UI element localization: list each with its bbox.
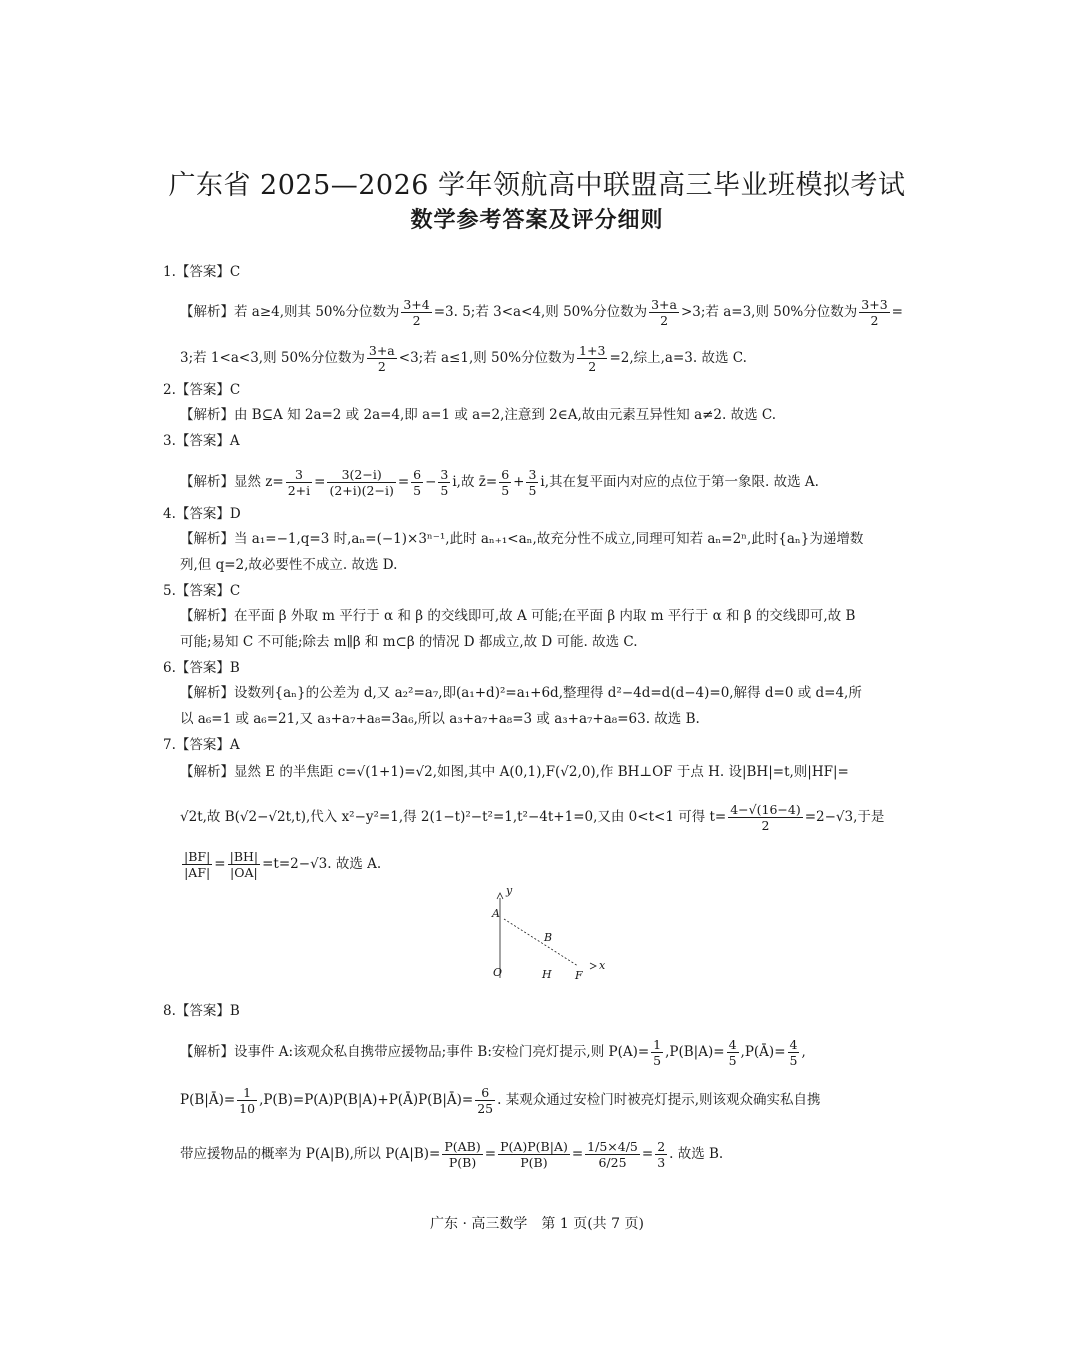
- fraction-denominator: 3: [657, 1155, 666, 1170]
- solution-line: [180, 529, 910, 549]
- fraction-numerator: 1/5×4/5: [587, 1139, 638, 1154]
- solution-text: =3. 5;若 3<a<4,则 50%分位数为: [433, 304, 648, 320]
- solution-text: 【解析】在平面 β 外取 m 平行于 α 和 β 的交线即可,故 A 可能;在平面 β 内取 m 平行于 α 和 β 的交线即可,故 B: [180, 608, 856, 624]
- fraction-numerator: |BF|: [184, 849, 211, 864]
- solution-line: [180, 1037, 910, 1068]
- point-f-label: F: [575, 969, 583, 982]
- solution-text: √2t,故 B(√2−√2t,t),代入 x²−y²=1,得 2(1−t)²−t²=1,t²−4t+1=0,又由 0<t<1 可得 t=: [180, 809, 727, 825]
- question-answer: 3.【答案】A: [163, 433, 240, 449]
- question-answer: 6.【答案】B: [163, 660, 240, 676]
- fraction: [499, 467, 511, 498]
- solution-text: ,P(B)=P(A)P(B|A)+P(Ā)P(B|Ā)=: [259, 1092, 474, 1108]
- question-answer: 4.【答案】D: [163, 506, 241, 522]
- solution-text: ,P(B|A)=: [665, 1044, 725, 1060]
- fraction-numerator: 6: [475, 1085, 495, 1101]
- fraction: [401, 297, 431, 328]
- fraction-denominator: 5: [501, 483, 510, 498]
- solution-line: [180, 683, 910, 703]
- fraction-denominator: 10: [239, 1101, 256, 1116]
- fraction: [577, 343, 607, 374]
- fraction: [411, 467, 423, 498]
- solution-text: 列,但 q=2,故必要性不成立. 故选 D.: [180, 557, 398, 573]
- question-answer: 1.【答案】C: [163, 264, 241, 280]
- page-title: 广东省 2025—2026 学年领航高中联盟高三毕业班模拟考试: [168, 170, 906, 201]
- fraction-numerator: 6: [501, 467, 510, 482]
- solution-text: −: [425, 474, 437, 490]
- fraction-denominator: 2: [412, 313, 421, 328]
- solution-text: ,: [801, 1044, 806, 1060]
- fraction: [237, 1085, 257, 1116]
- fraction-denominator: P(B): [520, 1155, 548, 1170]
- fraction-numerator: 4−√(16−4): [730, 802, 801, 817]
- solution-text: P(B|Ā)=: [180, 1092, 236, 1108]
- solution-text: 【解析】若 a≥4,则其 50%分位数为: [180, 304, 400, 320]
- fraction: [859, 297, 889, 328]
- fraction-denominator: 2: [588, 359, 597, 374]
- fraction: [788, 1037, 800, 1068]
- fraction-numerator: 2: [657, 1139, 666, 1154]
- solution-line: [180, 632, 910, 652]
- point-b-label: B: [544, 931, 553, 944]
- page-subtitle: 数学参考答案及评分细则: [410, 208, 664, 233]
- x-axis-label: x: [599, 959, 606, 972]
- solution-text: i,其在复平面内对应的点位于第一象限. 故选 A.: [540, 474, 819, 490]
- fraction-numerator: 1: [237, 1085, 257, 1101]
- fraction-denominator: 5: [528, 483, 537, 498]
- solution-line: [180, 849, 910, 880]
- solution-text: 可能;易知 C 不可能;除去 m∥β 和 m⊂β 的情况 D 都成立,故 D 可能. 故选 C.: [180, 634, 638, 650]
- fraction-denominator: 2: [761, 818, 770, 833]
- x-axis-arrow: [590, 963, 596, 969]
- fraction-numerator: 3: [440, 467, 449, 482]
- fraction-denominator: 2: [377, 359, 386, 374]
- solution-text: =: [214, 856, 226, 872]
- fraction-denominator: (2+i)(2−i): [329, 483, 394, 498]
- fraction-denominator: 5: [728, 1053, 737, 1068]
- solution-text: =: [641, 1146, 654, 1162]
- solution-text: +: [513, 474, 525, 490]
- solution-text: =: [397, 474, 410, 490]
- solution-text: ,P(Ā)=: [740, 1044, 786, 1060]
- solution-line: [180, 467, 910, 498]
- fraction-denominator: |AF|: [184, 865, 211, 880]
- fraction-denominator: P(B): [448, 1155, 477, 1170]
- fraction: [442, 1139, 482, 1170]
- solution-line: [180, 1085, 910, 1116]
- solution-text: =2,综上,a=3. 故选 C.: [609, 350, 747, 366]
- fraction: [228, 849, 261, 880]
- solution-text: . 故选 B.: [669, 1146, 724, 1162]
- fraction-numerator: 3(2−i): [327, 467, 395, 483]
- fraction-denominator: 5: [413, 483, 422, 498]
- fraction-numerator: 3: [528, 467, 537, 482]
- fraction: [651, 1037, 663, 1068]
- solution-text: 【解析】设事件 A:该观众私自携带应援物品;事件 B:安检门亮灯提示,则 P(A)=: [180, 1044, 650, 1060]
- fraction: [526, 467, 538, 498]
- fraction-denominator: 5: [653, 1053, 662, 1068]
- fraction: [475, 1085, 495, 1116]
- solution-line: [180, 762, 910, 782]
- solution-text: 【解析】显然 E 的半焦距 c=√(1+1)=√2,如图,其中 A(0,1),F(√2,0),作 BH⊥OF 于点 H. 设|BH|=t,则|HF|=: [180, 764, 849, 780]
- fraction-numerator: 4: [789, 1037, 798, 1052]
- solution-line: [180, 709, 910, 729]
- solution-text: =: [484, 1146, 497, 1162]
- solution-text: 以 a₆=1 或 a₆=21,又 a₃+a₇+a₈=3a₆,所以 a₃+a₇+a₈=3 或 a₃+a₇+a₈=63. 故选 B.: [180, 711, 700, 727]
- fraction: [286, 467, 312, 498]
- solution-text: 【解析】当 a₁=−1,q=3 时,aₙ=(−1)×3ⁿ⁻¹,此时 aₙ₊₁<aₙ,故充分性不成立,同理可知若 aₙ=2ⁿ,此时{aₙ}为递增数: [180, 531, 864, 547]
- fraction-numerator: 3+4: [403, 297, 430, 312]
- fraction-numerator: 6: [413, 467, 422, 482]
- fraction-numerator: 1: [653, 1037, 662, 1052]
- fraction: [585, 1139, 640, 1170]
- fraction: [327, 467, 395, 498]
- fraction-denominator: |OA|: [230, 865, 258, 880]
- question-answer: 7.【答案】A: [163, 737, 240, 753]
- fraction-denominator: 6/25: [598, 1155, 627, 1170]
- solution-text: i,故 z̄=: [452, 474, 498, 490]
- fraction-numerator: |BH|: [229, 849, 259, 864]
- solution-line: [180, 297, 910, 328]
- fraction: [367, 343, 397, 374]
- fraction: [498, 1139, 570, 1170]
- solution-text: =: [571, 1146, 584, 1162]
- solution-line: [180, 802, 910, 833]
- fraction-numerator: 3+a: [651, 297, 677, 312]
- fraction-denominator: 25: [477, 1101, 494, 1116]
- fraction: [728, 802, 802, 833]
- fraction-numerator: 4: [728, 1037, 737, 1052]
- question-answer: 8.【答案】B: [163, 1003, 240, 1019]
- solution-text: 带应援物品的概率为 P(A|B),所以 P(A|B)=: [180, 1146, 441, 1162]
- solution-line: [180, 405, 910, 425]
- fraction-numerator: P(AB): [444, 1139, 481, 1154]
- question-answer: 5.【答案】C: [163, 583, 241, 599]
- fraction: [182, 849, 212, 880]
- question-answer: 2.【答案】C: [163, 382, 241, 398]
- solution-text: 【解析】由 B⊆A 知 2a=2 或 2a=4,即 a=1 或 a=2,注意到 2∈A,故由元素互异性知 a≠2. 故选 C.: [180, 407, 777, 423]
- fraction: [727, 1037, 739, 1068]
- fraction: [649, 297, 679, 328]
- solution-text: <3;若 a≤1,则 50%分位数为: [398, 350, 576, 366]
- solution-text: 【解析】设数列{aₙ}的公差为 d,又 a₂²=a₇,即(a₁+d)²=a₁+6d,整理得 d²−4d=d(d−4)=0,解得 d=0 或 d=4,所: [180, 685, 862, 701]
- solution-line: [180, 555, 910, 575]
- solution-line: [180, 1139, 910, 1170]
- solution-line: [180, 606, 910, 626]
- solution-text: =: [314, 474, 326, 490]
- point-h-label: H: [542, 968, 552, 981]
- fraction-numerator: 3+a: [368, 343, 395, 358]
- solution-text: =2−√3,于是: [804, 809, 885, 825]
- fraction-denominator: 5: [789, 1053, 798, 1068]
- solution-text: >3;若 a=3,则 50%分位数为: [680, 304, 858, 320]
- solution-line: [180, 343, 910, 374]
- fraction-denominator: 2+i: [287, 483, 311, 498]
- solution-text: =: [891, 304, 903, 320]
- fraction-numerator: 3+3: [861, 297, 888, 312]
- fraction-denominator: 5: [440, 483, 449, 498]
- solution-text: . 某观众通过安检门时被亮灯提示,则该观众确实私自携: [497, 1092, 821, 1108]
- y-axis-label: y: [506, 886, 513, 897]
- page-footer: 广东 · 高三数学 第 1 页(共 7 页): [430, 1216, 644, 1232]
- fraction-numerator: 3: [286, 467, 312, 483]
- fraction-numerator: 1+3: [579, 343, 606, 358]
- fraction: [655, 1139, 667, 1170]
- point-o-label: O: [493, 966, 503, 979]
- fraction-denominator: 2: [870, 313, 879, 328]
- solution-text: =t=2−√3. 故选 A.: [262, 856, 382, 872]
- point-a-label: A: [492, 907, 500, 920]
- solution-text: 【解析】显然 z=: [180, 474, 284, 490]
- fraction: [438, 467, 450, 498]
- fraction-denominator: 2: [660, 313, 669, 328]
- fraction-numerator: P(A)P(B|A): [500, 1139, 568, 1154]
- hyperbola-diagram: [478, 886, 618, 986]
- line-af: [504, 919, 578, 966]
- solution-text: 3;若 1<a<3,则 50%分位数为: [180, 350, 365, 366]
